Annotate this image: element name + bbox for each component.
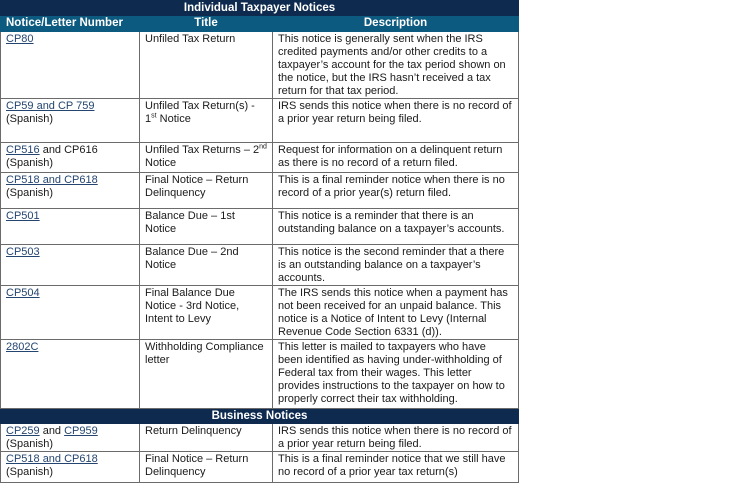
ordinal-suffix: nd	[259, 143, 267, 151]
title-text: Unfiled Tax Return(s) - 1	[145, 100, 255, 125]
notice-number-text: and	[39, 425, 65, 437]
description-cell: This notice is generally sent when the IRS credited payments and/or other credits to a taxpayer’s account for the tax period shown on the notice, but the IRS hasn’t received a tax return for that tax period.	[273, 32, 519, 99]
language-note: (Spanish)	[6, 438, 54, 450]
column-header-row	[1, 16, 519, 32]
table-row	[1, 424, 519, 452]
title-cell: Return Delinquency	[140, 424, 273, 452]
table-row	[1, 209, 519, 245]
table-row	[1, 173, 519, 209]
table-row	[1, 99, 519, 143]
notice-number-cell	[1, 173, 140, 209]
title-cell: Balance Due – 1st Notice	[140, 209, 273, 245]
notice-link[interactable]: CP516	[6, 144, 40, 156]
notice-link[interactable]: 2802C	[6, 341, 39, 353]
title-text-after: Notice	[145, 157, 177, 169]
business-section-header	[1, 409, 519, 424]
notice-link[interactable]: CP518 and CP618	[6, 174, 98, 186]
title-cell: Unfiled Tax Return	[140, 32, 273, 99]
ordinal-suffix: st	[151, 112, 157, 120]
notice-link[interactable]: CP259	[6, 425, 40, 437]
table-row	[1, 452, 519, 483]
description-cell: This letter is mailed to taxpayers who have been identified as having under-withholding of Federal tax from their wages. This letter provides instructions to the taxpayer on how to properly correct their tax withholding.	[273, 340, 519, 409]
column-header-description: Description	[273, 16, 519, 32]
title-cell: Final Balance Due Notice - 3rd Notice, Intent to Levy	[140, 286, 273, 340]
notice-number-cell	[1, 245, 140, 286]
section-title: Business Notices	[1, 409, 519, 424]
table-row	[1, 340, 519, 409]
description-cell: This is a final reminder notice that we still have no record of a prior year tax return(s)	[273, 452, 519, 483]
notice-link[interactable]: CP80	[6, 33, 34, 45]
title-cell	[140, 143, 273, 173]
notice-number-cell	[1, 340, 140, 409]
notice-link[interactable]: CP59 and CP 759	[6, 100, 95, 112]
title-text-after: Notice	[156, 113, 191, 125]
description-cell: This notice is a reminder that there is an outstanding balance on a taxpayer’s accounts.	[273, 209, 519, 245]
language-note: (Spanish)	[6, 113, 54, 125]
description-cell: This notice is the second reminder that a there is an outstanding balance on a taxpayer’s accounts.	[273, 245, 519, 286]
language-note: (Spanish)	[6, 466, 54, 478]
title-text: Unfiled Tax Returns – 2	[145, 144, 260, 156]
language-note: (Spanish)	[6, 187, 54, 199]
table-row	[1, 286, 519, 340]
title-cell: Withholding Compliance letter	[140, 340, 273, 409]
notice-number-cell	[1, 209, 140, 245]
title-cell: Balance Due – 2nd Notice	[140, 245, 273, 286]
notice-number-cell	[1, 99, 140, 143]
notice-link[interactable]: CP503	[6, 246, 40, 258]
description-cell: This is a final reminder notice when there is no record of a prior year(s) return filed.	[273, 173, 519, 209]
section-title: Individual Taxpayer Notices	[1, 1, 519, 16]
notice-number-cell	[1, 286, 140, 340]
notice-number-cell	[1, 32, 140, 99]
table-row	[1, 143, 519, 173]
description-cell: The IRS sends this notice when a payment has not been received for an unpaid balance. This notice is a Notice of Intent to Levy (Internal Revenue Code Section 6331 (d)).	[273, 286, 519, 340]
table-row	[1, 32, 519, 99]
description-cell: IRS sends this notice when there is no record of a prior year return being filed.	[273, 424, 519, 452]
notice-link[interactable]: CP504	[6, 287, 40, 299]
notice-number-text: and CP616 (Spanish)	[6, 144, 98, 169]
table-row	[1, 245, 519, 286]
notice-number-cell	[1, 424, 140, 452]
description-cell: Request for information on a delinquent return as there is no record of a return filed.	[273, 143, 519, 173]
notice-link[interactable]: CP518 and CP618	[6, 453, 98, 465]
title-cell	[140, 99, 273, 143]
individual-section-header	[1, 1, 519, 16]
column-header-title: Title	[140, 16, 273, 32]
title-cell: Final Notice – Return Delinquency	[140, 173, 273, 209]
title-cell: Final Notice – Return Delinquency	[140, 452, 273, 483]
description-cell: IRS sends this notice when there is no record of a prior year return being filed.	[273, 99, 519, 143]
notice-link[interactable]: CP501	[6, 210, 40, 222]
column-header-number: Notice/Letter Number	[1, 16, 140, 32]
notice-link-2[interactable]: CP959	[64, 425, 98, 437]
notice-number-cell	[1, 143, 140, 173]
notice-number-cell	[1, 452, 140, 483]
